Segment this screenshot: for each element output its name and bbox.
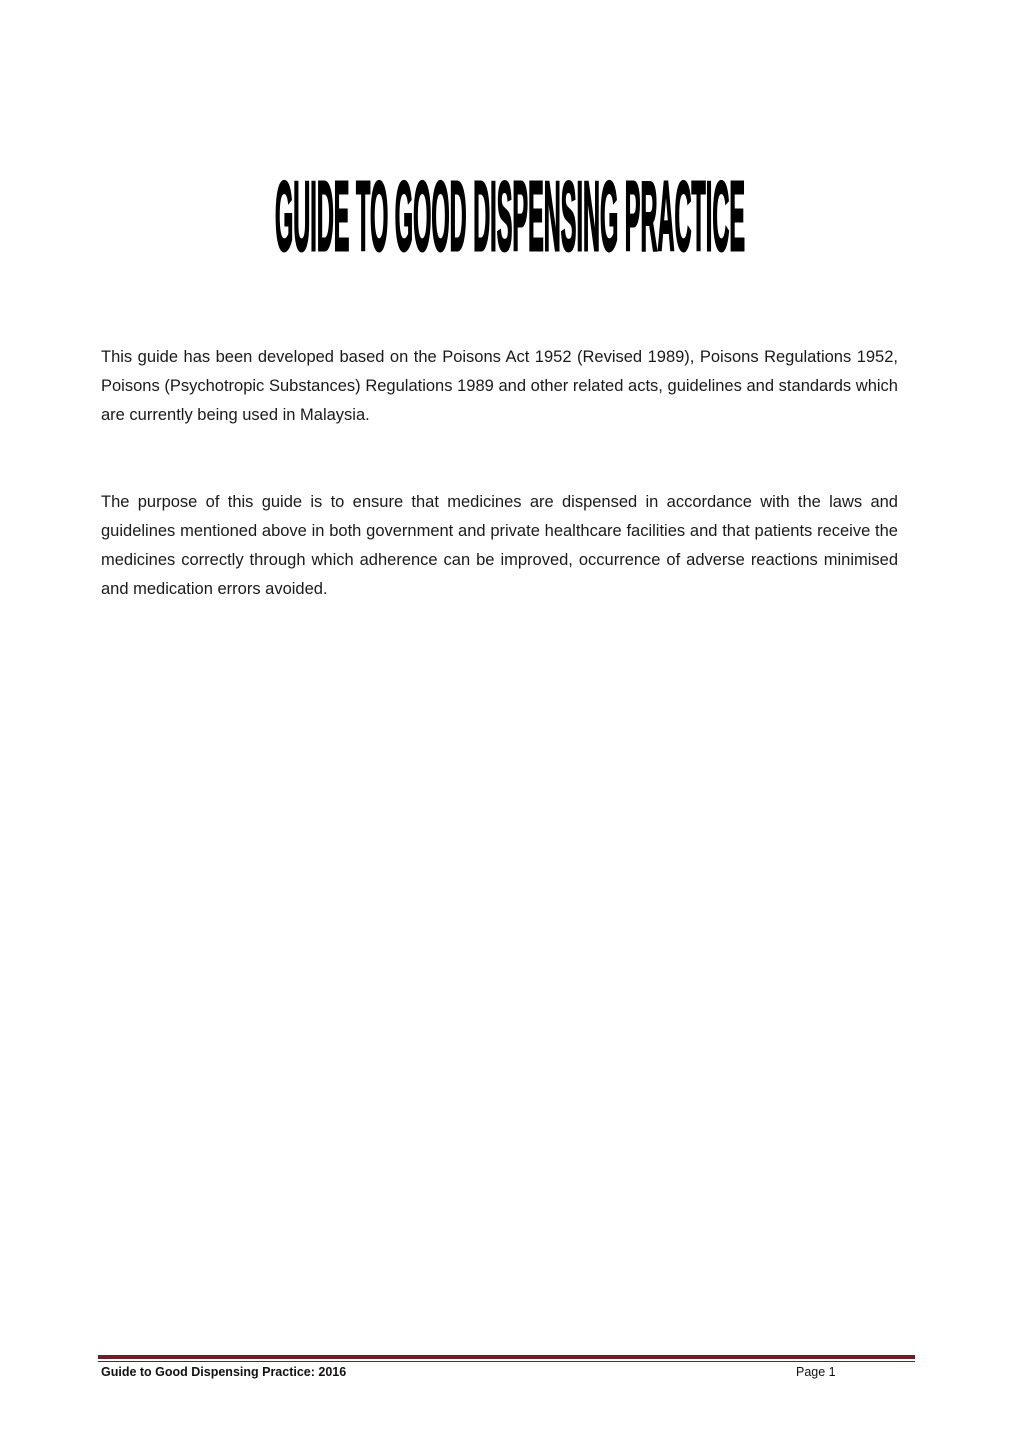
footer-document-name: Guide to Good Dispensing Practice: 2016	[101, 1365, 347, 1379]
intro-paragraph: This guide has been developed based on the Poisons Act 1952 (Revised 1989), Poisons Regulations 1952, Poisons (Psychotropic Substances) Regulations 1989 and other related acts, guidelines and standards which are currently being used in Malaysia.	[101, 348, 898, 424]
purpose-paragraph: The purpose of this guide is to ensure that medicines are dispensed in accordance with the laws and guidelines mentioned above in both government and private healthcare facilities and that patients receive the medicines correctly through which adherence can be improved, occurrence of adverse reactions minimised and medication errors avoided.	[101, 493, 898, 598]
document-title: GUIDE TO GOOD DISPENSING PRACTICE	[275, 170, 745, 270]
document-title-wordart	[270, 170, 750, 270]
footer-page-number: Page 1	[796, 1365, 836, 1379]
footer-rule-thin	[98, 1361, 915, 1362]
title-svg	[270, 170, 750, 270]
footer-rule-thick	[98, 1355, 915, 1359]
